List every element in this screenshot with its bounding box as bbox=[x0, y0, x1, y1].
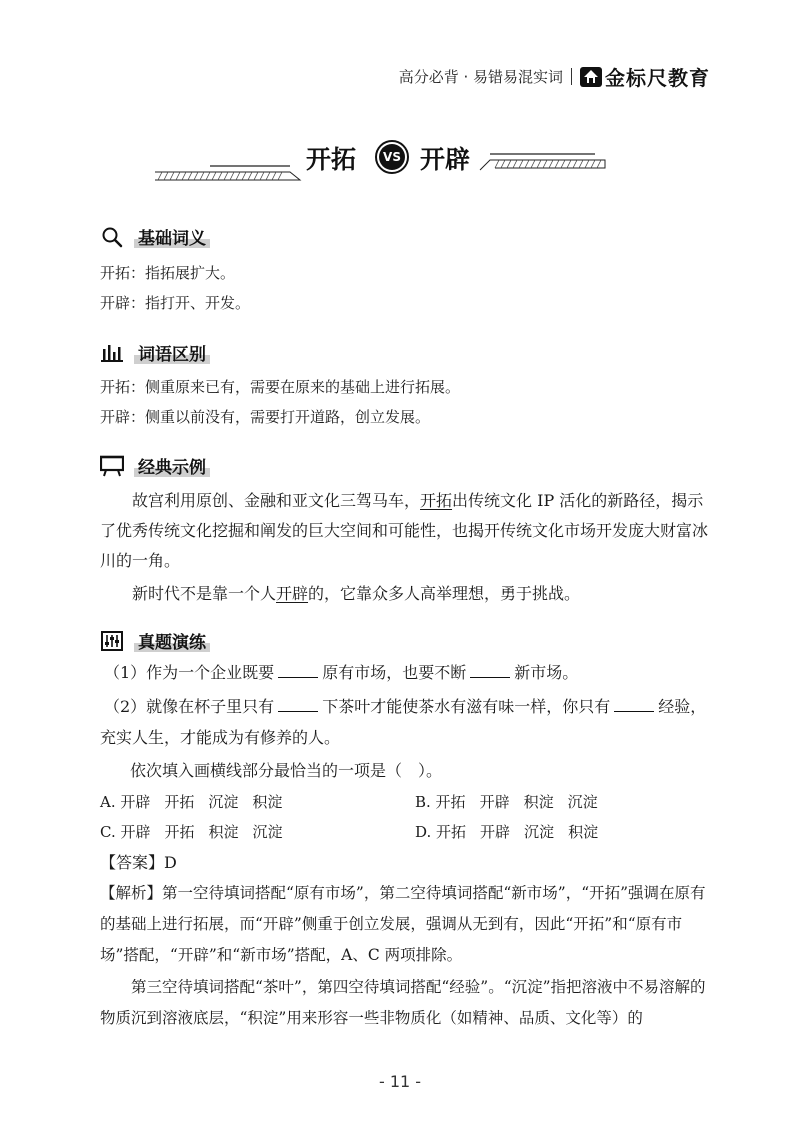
q2-part-a: （2）就像在杯子里只有 bbox=[104, 697, 275, 716]
q1-part-c: 新市场。 bbox=[514, 663, 579, 682]
presentation-board-icon bbox=[100, 455, 124, 477]
option-a-word-2: 开拓 bbox=[164, 793, 195, 811]
brand-name: 金标尺教育 bbox=[605, 66, 710, 90]
header-divider bbox=[571, 68, 572, 85]
q1-blank-2 bbox=[470, 663, 510, 678]
example-paragraph-1 bbox=[100, 486, 712, 576]
section-example-heading bbox=[100, 453, 210, 478]
q2-part-c: 经验， bbox=[658, 697, 707, 716]
analysis-paragraph-1: 【解析】第一空待填词搭配“原有市场”，第二空待填词搭配“新市场”，“开拓”强调在原有的基础上进行拓展，而“开辟”侧重于创立发展，强调从无到有，因此“开拓”和“原有市场”搭配，“开辟”和“新市场”搭配，A、C 两项排除。 bbox=[100, 884, 706, 964]
q1-part-b: 原有市场，也要不断 bbox=[322, 663, 467, 682]
option-c-word-3: 积淀 bbox=[208, 823, 239, 841]
magnifier-icon bbox=[100, 226, 124, 248]
question-1 bbox=[104, 662, 578, 684]
brand-logo bbox=[580, 62, 710, 91]
option-c-word-2: 开拓 bbox=[164, 823, 195, 841]
diff-line-1: 开拓：侧重原来已有，需要在原来的基础上进行拓展。 bbox=[100, 378, 461, 396]
option-d-word-1: D. 开拓 bbox=[415, 823, 467, 841]
option-b-word-2: 开辟 bbox=[479, 793, 510, 811]
question-2-continued: 充实人生，才能成为有修养的人。 bbox=[100, 728, 341, 747]
option-b-word-4: 沉淀 bbox=[567, 793, 598, 811]
section-basic-heading bbox=[100, 224, 210, 249]
question-prompt: 依次填入画横线部分最恰当的一项是（ ）。 bbox=[130, 761, 443, 780]
option-c-word-1: C. 开辟 bbox=[100, 823, 151, 841]
vs-badge bbox=[375, 140, 409, 174]
section-practice-label: 真题演练 bbox=[134, 628, 210, 653]
option-a-word-4: 积淀 bbox=[252, 793, 283, 811]
basic-line-2: 开辟：指打开、开发。 bbox=[100, 294, 251, 312]
option-a-word-1: A. 开辟 bbox=[100, 793, 151, 811]
section-diff-label: 词语区别 bbox=[134, 340, 210, 365]
page-header bbox=[399, 62, 710, 91]
q2-blank-1 bbox=[278, 697, 318, 712]
analysis-paragraph-2: 第三空待填词搭配“茶叶”，第四空待填词搭配“经验”。“沉淀”指把溶液中不易溶解的物质沉到溶液底层，“积淀”用来形容一些非物质化（如精神、品质、文化等）的 bbox=[100, 978, 706, 1027]
option-d-word-4: 积淀 bbox=[568, 823, 599, 841]
option-b bbox=[415, 791, 612, 813]
q1-part-a: （1）作为一个企业既要 bbox=[104, 663, 275, 682]
option-d bbox=[415, 821, 612, 843]
example-1-text-b: 出传统文化 IP 活化的新路径，揭示了优秀传统文化挖掘和阐发的巨大空间和可能性，也揭开传统文化市场开发庞大财富冰川的一角。 bbox=[100, 491, 709, 570]
option-c bbox=[100, 821, 297, 843]
bar-chart-icon bbox=[100, 342, 124, 364]
option-b-word-1: B. 开拓 bbox=[415, 793, 466, 811]
example-2-text-a: 新时代不是靠一个人 bbox=[132, 584, 277, 603]
q2-part-b: 下茶叶才能使茶水有滋有味一样，你只有 bbox=[322, 697, 611, 716]
diff-line-2: 开辟：侧重以前没有，需要打开道路，创立发展。 bbox=[100, 408, 431, 426]
example-paragraph-2 bbox=[100, 579, 712, 609]
example-1-text-a: 故宫利用原创、金融和亚文化三驾马车， bbox=[132, 491, 421, 510]
example-2-text-b: 的，它靠众多人高举理想，勇于挑战。 bbox=[308, 584, 581, 603]
example-2-keyword: 开辟 bbox=[276, 584, 309, 603]
option-d-word-3: 沉淀 bbox=[524, 823, 555, 841]
q2-blank-2 bbox=[614, 697, 654, 712]
title-banner bbox=[150, 134, 650, 194]
page-number: - 11 - bbox=[378, 1072, 422, 1091]
option-a-word-3: 沉淀 bbox=[208, 793, 239, 811]
option-c-word-4: 沉淀 bbox=[252, 823, 283, 841]
title-left-word: 开拓 bbox=[306, 145, 357, 174]
section-example-label: 经典示例 bbox=[134, 453, 210, 478]
basic-line-1: 开拓：指拓展扩大。 bbox=[100, 264, 236, 282]
section-diff-heading bbox=[100, 340, 210, 365]
q1-blank-1 bbox=[278, 663, 318, 678]
header-text: 高分必背 · 易错易混实词 bbox=[398, 68, 563, 86]
section-practice-heading bbox=[100, 628, 210, 653]
answer: 【答案】D bbox=[100, 853, 177, 872]
title-right-word: 开辟 bbox=[420, 145, 471, 174]
brand-icon bbox=[580, 67, 602, 87]
option-b-word-3: 积淀 bbox=[523, 793, 554, 811]
option-a bbox=[100, 791, 296, 813]
example-1-keyword: 开拓 bbox=[420, 491, 453, 510]
option-d-word-2: 开辟 bbox=[480, 823, 511, 841]
section-basic-label: 基础词义 bbox=[134, 224, 210, 249]
sliders-icon bbox=[100, 630, 124, 652]
vs-label: VS bbox=[379, 144, 405, 170]
question-2 bbox=[104, 696, 706, 718]
